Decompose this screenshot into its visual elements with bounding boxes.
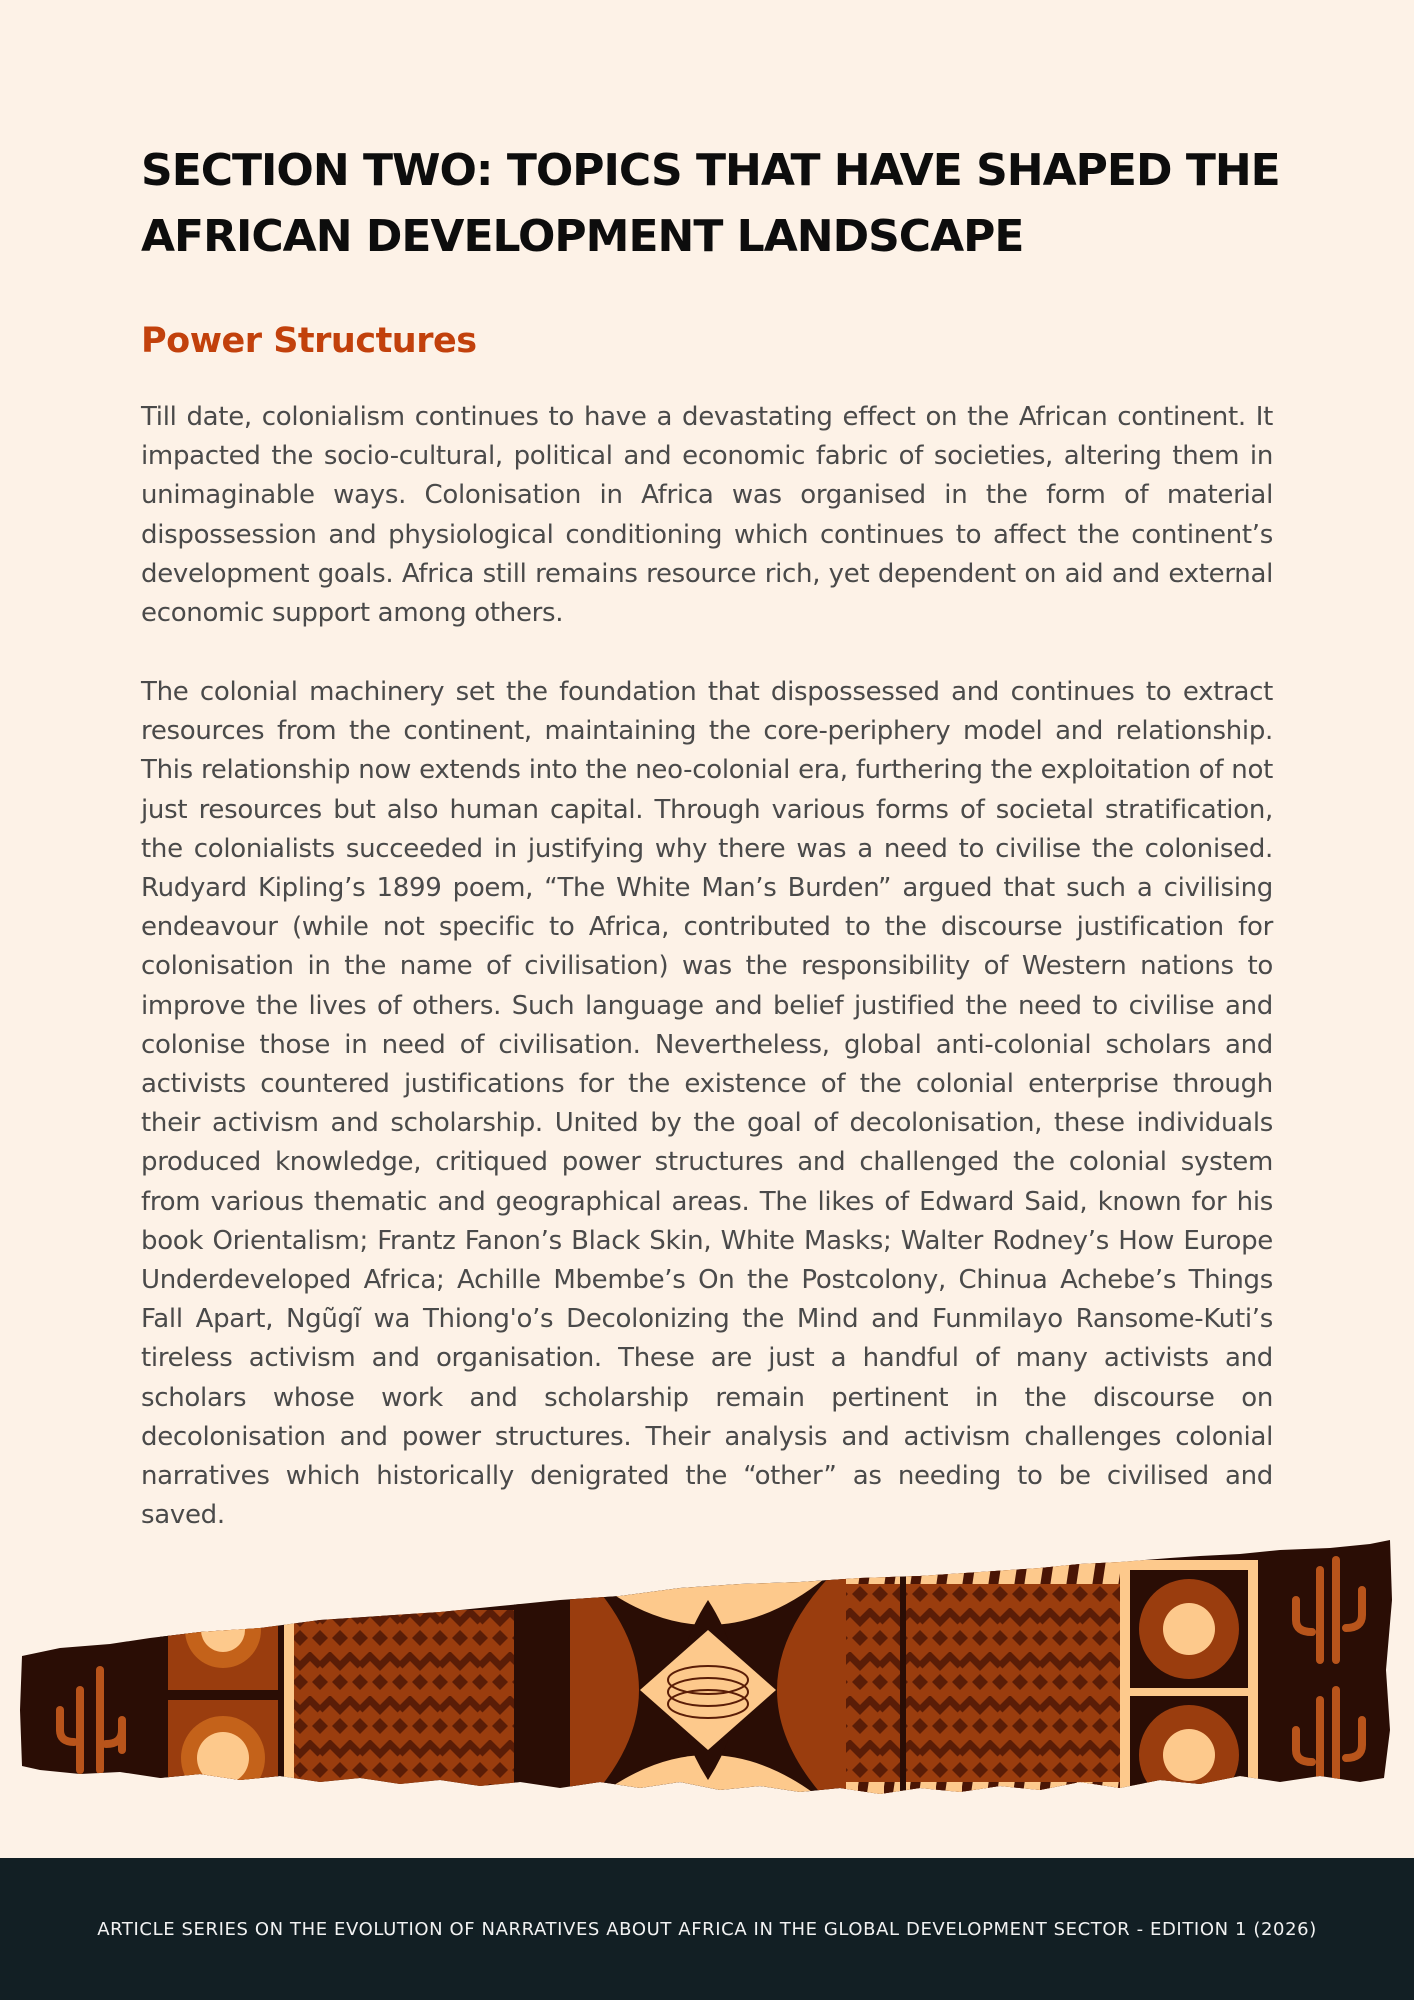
footer xyxy=(0,1858,1414,2000)
african-pattern-banner xyxy=(0,1520,1414,1850)
circle-tile xyxy=(1163,1729,1215,1781)
circle-tile xyxy=(1163,1603,1215,1655)
subsection-title: Power Structures xyxy=(141,321,477,361)
zigzag-panel-right xyxy=(846,1584,1120,1784)
zigzag-panel-left xyxy=(294,1610,514,1790)
body-paragraph: Till date, colonialism continues to have a devastating effect on the African continent. It impacted the socio-cultural, political and economic fabric of societies, altering them in unimaginable ways. Colonisation in Africa was organised in the form of material dispossession and physiological conditioning which continues to affect the continent’s development goals. Africa still remains resource rich, yet dependent on aid and external economic support among others. xyxy=(141,402,1273,629)
central-medallion xyxy=(570,1560,846,1820)
section-title: SECTION TWO: TOPICS THAT HAVE SHAPED THE AFRICAN DEVELOPMENT LANDSCAPE xyxy=(141,145,1280,262)
footer-text: ARTICLE SERIES ON THE EVOLUTION OF NARRATIVES ABOUT AFRICA IN THE GLOBAL DEVELOPMENT SECTOR - EDITION 1 (2026) xyxy=(97,1918,1317,1940)
body-paragraph: The colonial machinery set the foundation that dispossessed and continues to extract resources from the continent, maintaining the core-periphery model and relationship. This relationship now extends into the neo-colonial era, furthering the exploitation of not just resources but also human capital. Through various forms of societal stratification, the colonialists succeeded in justifying why there was a need to civilise the colonised. Rudyard Kipling’s 1899 poem, “The White Man’s Burden” argued that such a civilising endeavour (while not specific to Africa, contributed to the discourse justification for colonisation in the name of civilisation) was the responsibility of Western nations to improve the lives of others. Such language and belief justified the need to civilise and colonise those in need of civilisation. Nevertheless, global anti-colonial scholars and activists countered justifications for the existence of the colonial enterprise through their activism and scholarship. United by the goal of decolonisation, these individuals produced knowledge, critiqued power structures and challenged the colonial system from various thematic and geographical areas. The likes of Edward Said, known for his book Orientalism; Frantz Fanon’s Black Skin, White Masks; Walter Rodney’s How Europe Underdeveloped Africa; Achille Mbembe’s On the Postcolony, Chinua Achebe’s Things Fall Apart, Ngũgĩ wa Thiong'o’s Decolonizing the Mind and Funmilayo Ransome-Kuti’s tireless activism and organisation. These are just a handful of many activists and scholars whose work and scholarship remain pertinent in the discourse on decolonisation and power structures. Their analysis and activism challenges colonial narratives which historically denigrated the “other” as needing to be civilised and saved. xyxy=(141,677,1273,1531)
